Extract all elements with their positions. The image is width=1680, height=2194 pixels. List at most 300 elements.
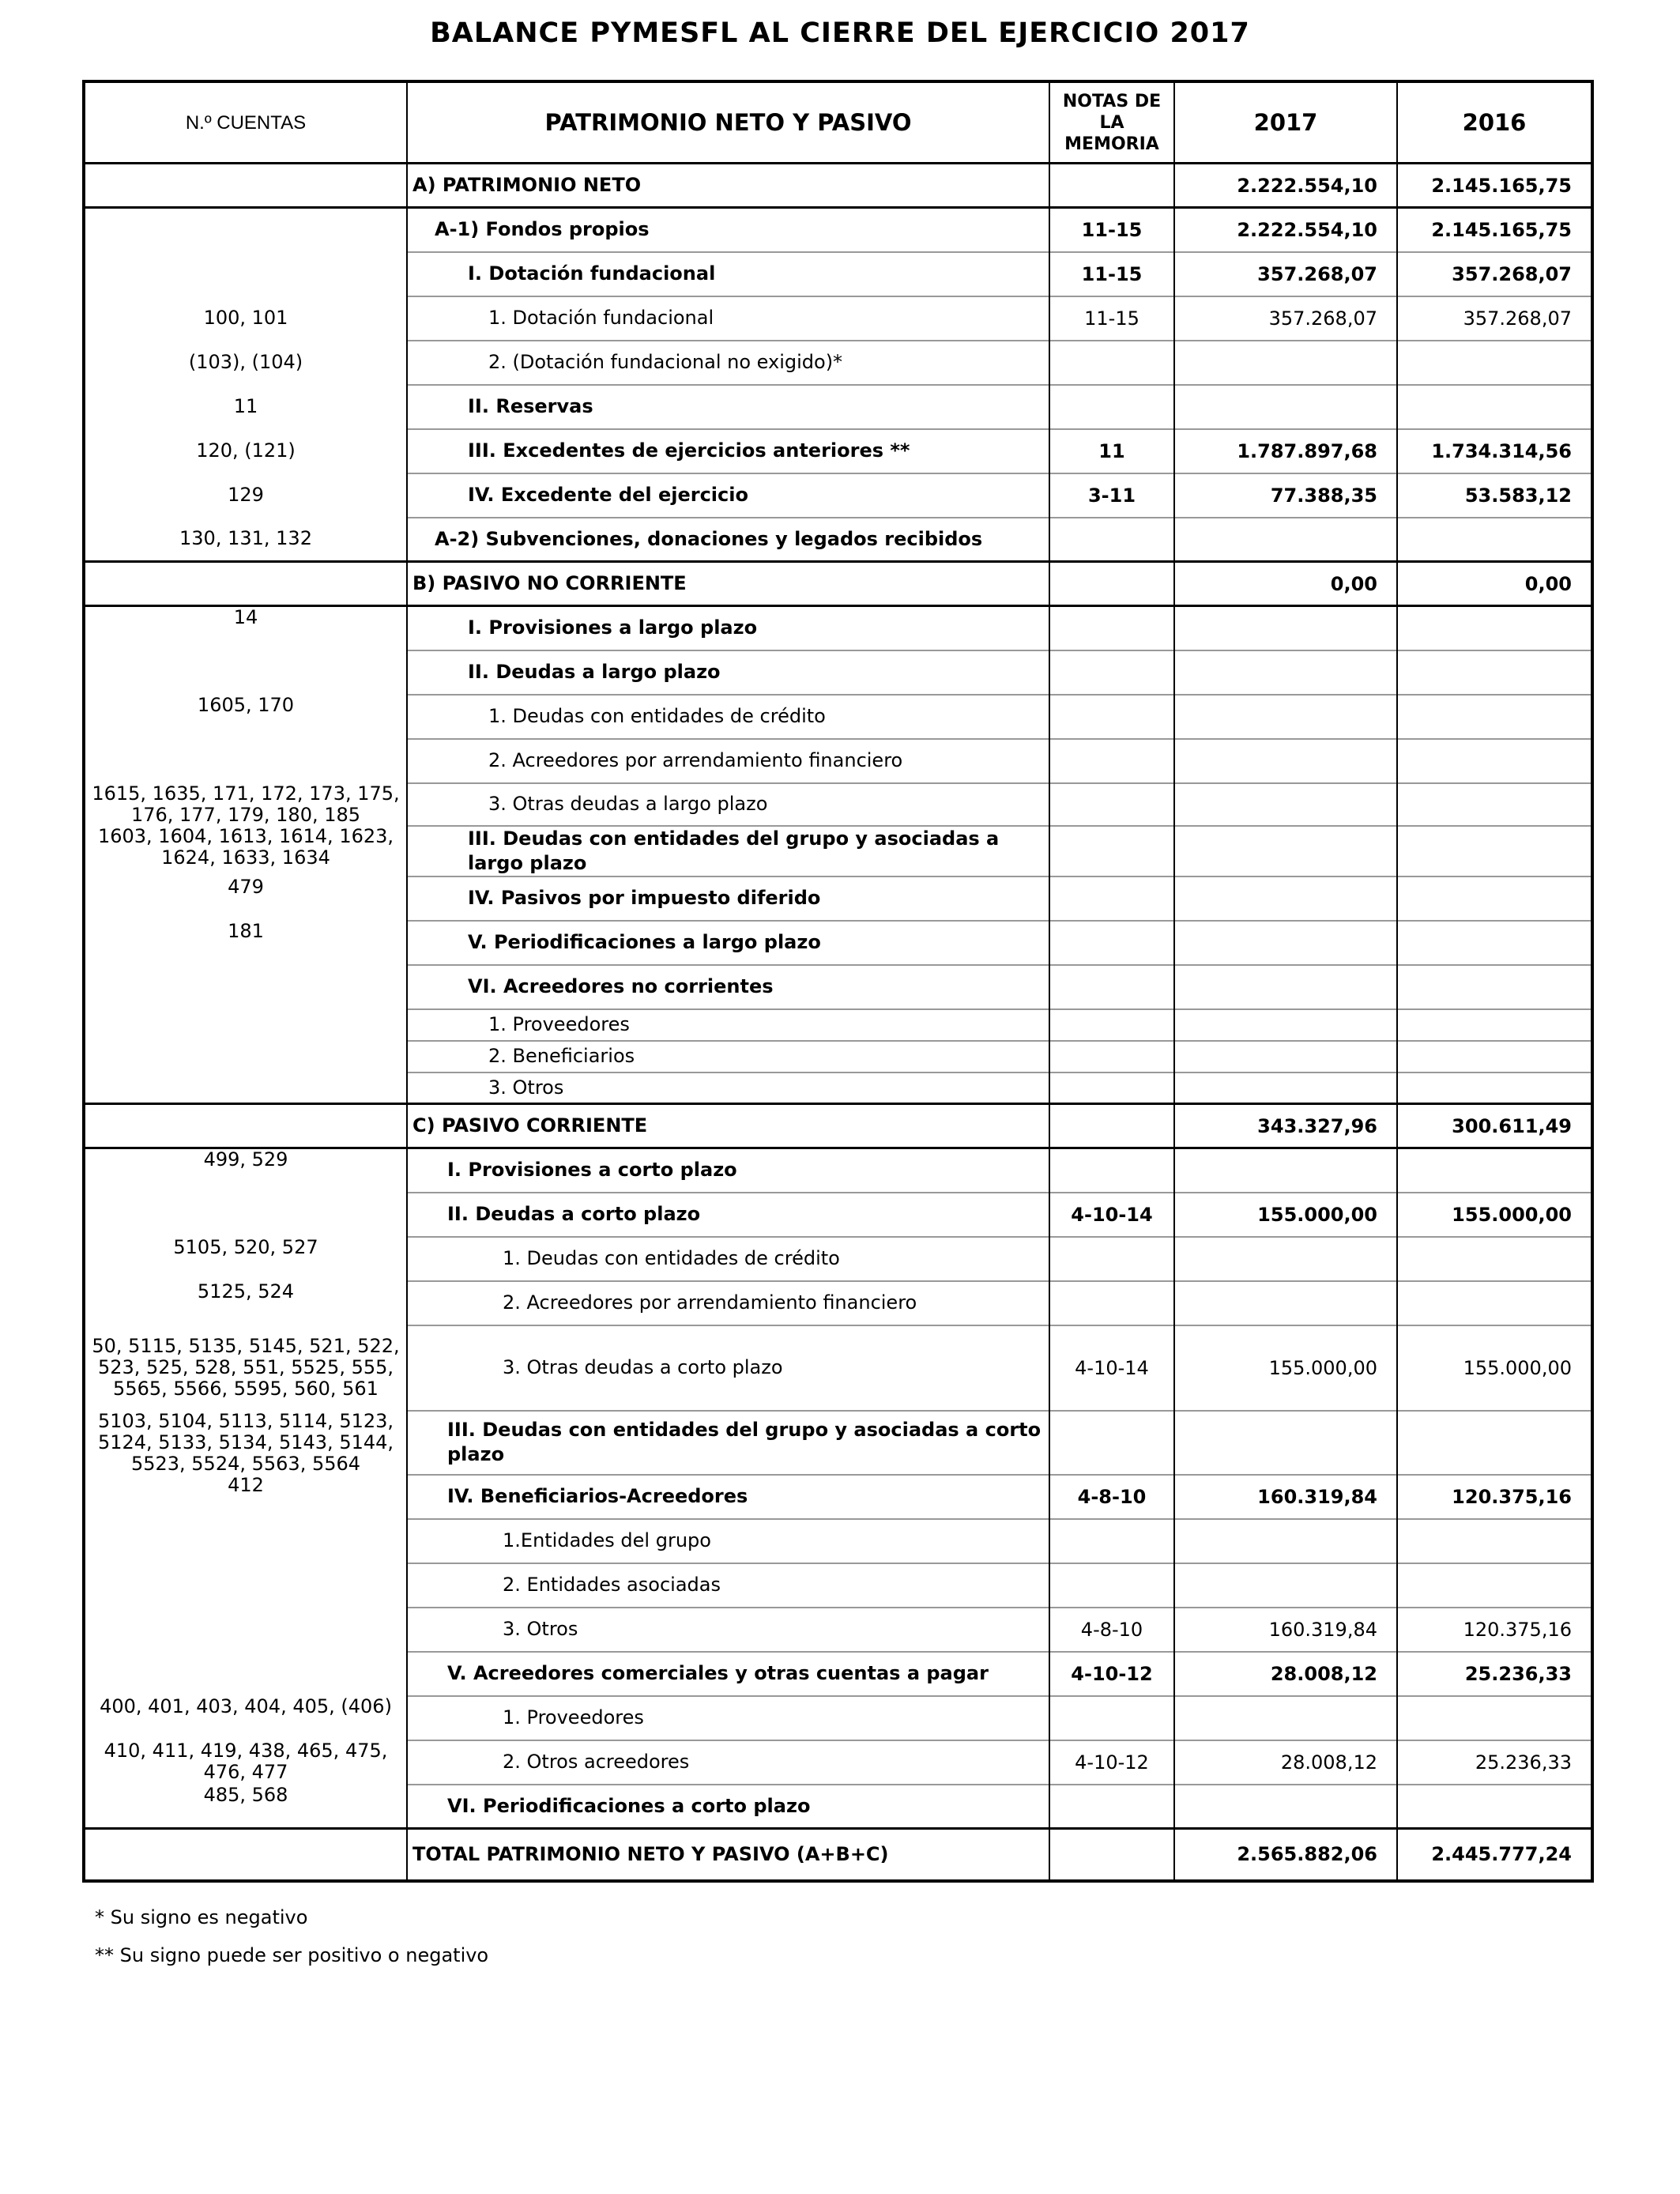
cuentas-cell [84, 1740, 407, 1785]
concept-cell [407, 606, 1049, 650]
notas-cell [1049, 1519, 1174, 1563]
table-row [84, 1193, 1592, 1237]
value-2017-cell [1174, 208, 1397, 252]
row-label: 2. Entidades asociadas [503, 1574, 721, 1596]
concept-cell [407, 1237, 1049, 1281]
cuentas-cell [84, 1608, 407, 1652]
concept-cell [407, 826, 1049, 876]
cuentas-cell [84, 876, 407, 921]
row-label: IV. Beneficiarios-Acreedores [447, 1485, 748, 1507]
table-row [84, 1563, 1592, 1608]
cuentas-cell [84, 965, 407, 1009]
notas-cell [1049, 1281, 1174, 1325]
header-year-2016: 2016 [1397, 81, 1592, 164]
row-label: 2. Acreedores por arrendamiento financiero [488, 749, 903, 771]
cuentas-cell [84, 252, 407, 296]
notas-cell [1049, 385, 1174, 429]
row-label: 2. Beneficiarios [488, 1045, 635, 1067]
amount: 357.268,07 [1268, 307, 1377, 330]
concept-cell [407, 562, 1049, 606]
table-row [84, 518, 1592, 562]
account-numbers: 412 [228, 1473, 264, 1496]
concept-cell [407, 921, 1049, 965]
table-row [84, 562, 1592, 606]
notas-cell [1049, 1608, 1174, 1652]
balance-sheet [82, 80, 1594, 1883]
table-row [84, 1072, 1592, 1104]
row-label: I. Provisiones a largo plazo [468, 616, 758, 639]
cuentas-cell [84, 518, 407, 562]
concept-cell [407, 1785, 1049, 1829]
value-2017-cell [1174, 296, 1397, 341]
account-numbers: 485, 568 [203, 1783, 288, 1806]
amount: 1.787.897,68 [1237, 439, 1377, 462]
notes-ref: 4-8-10 [1077, 1485, 1147, 1508]
cuentas-cell [84, 1072, 407, 1104]
value-2016-cell [1397, 783, 1592, 826]
account-numbers: 1605, 170 [197, 693, 295, 716]
amount: 2.222.554,10 [1237, 174, 1377, 197]
table-row [84, 473, 1592, 518]
value-2017-cell [1174, 252, 1397, 296]
value-2017-cell [1174, 606, 1397, 650]
row-label: A-2) Subvenciones, donaciones y legados recibidos [435, 527, 983, 550]
table-row [84, 1696, 1592, 1740]
notas-cell [1049, 1696, 1174, 1740]
amount: 357.268,07 [1463, 307, 1572, 330]
concept-cell [407, 1281, 1049, 1325]
notas-cell [1049, 1740, 1174, 1785]
notas-cell [1049, 783, 1174, 826]
value-2017-cell [1174, 1237, 1397, 1281]
amount: 160.319,84 [1268, 1618, 1377, 1641]
cuentas-cell [84, 921, 407, 965]
value-2017-cell [1174, 783, 1397, 826]
cuentas-cell [84, 1104, 407, 1148]
table-row [84, 965, 1592, 1009]
amount: 343.327,96 [1257, 1114, 1377, 1137]
balance-table [82, 80, 1594, 1883]
notas-cell [1049, 1009, 1174, 1041]
table-row [84, 208, 1592, 252]
concept-cell [407, 1608, 1049, 1652]
row-label: VI. Periodificaciones a corto plazo [447, 1794, 811, 1817]
table-row [84, 1104, 1592, 1148]
value-2017-cell [1174, 429, 1397, 473]
footnote-negative: * Su signo es negativo [95, 1906, 308, 1928]
cuentas-cell [84, 695, 407, 739]
cuentas-cell [84, 650, 407, 695]
amount: 2.565.882,06 [1237, 1843, 1377, 1866]
value-2017-cell [1174, 341, 1397, 385]
row-label: 1. Deudas con entidades de crédito [503, 1247, 840, 1269]
value-2017-cell [1174, 826, 1397, 876]
value-2017-cell [1174, 965, 1397, 1009]
notes-ref: 11 [1098, 439, 1125, 462]
cuentas-cell [84, 1696, 407, 1740]
row-label: A-1) Fondos propios [435, 218, 650, 241]
value-2016-cell [1397, 1148, 1592, 1193]
concept-cell [407, 783, 1049, 826]
value-2017-cell [1174, 1475, 1397, 1519]
header-cuentas: N.º CUENTAS [84, 81, 407, 164]
value-2017-cell [1174, 876, 1397, 921]
table-row [84, 826, 1592, 876]
concept-cell [407, 739, 1049, 783]
notas-cell [1049, 1829, 1174, 1881]
value-2017-cell [1174, 164, 1397, 208]
concept-cell [407, 252, 1049, 296]
table-header-row [84, 81, 1592, 164]
amount: 0,00 [1330, 572, 1377, 595]
value-2016-cell [1397, 1009, 1592, 1041]
row-label: III. Excedentes de ejercicios anteriores ** [468, 439, 910, 462]
value-2016-cell [1397, 385, 1592, 429]
row-label: 3. Otras deudas a corto plazo [503, 1356, 783, 1378]
cuentas-cell [84, 164, 407, 208]
table-row [84, 1519, 1592, 1563]
account-numbers: 130, 131, 132 [179, 527, 312, 550]
amount: 300.611,49 [1452, 1114, 1572, 1137]
value-2016-cell [1397, 921, 1592, 965]
concept-cell [407, 650, 1049, 695]
cuentas-cell [84, 1009, 407, 1041]
amount: 155.000,00 [1452, 1203, 1572, 1226]
value-2017-cell [1174, 385, 1397, 429]
row-label: V. Periodificaciones a largo plazo [468, 931, 821, 953]
concept-cell [407, 1325, 1049, 1411]
notas-cell [1049, 296, 1174, 341]
amount: 2.145.165,75 [1431, 218, 1572, 241]
amount: 53.583,12 [1464, 484, 1572, 507]
value-2017-cell [1174, 739, 1397, 783]
row-label: 3. Otros [488, 1076, 564, 1099]
value-2016-cell [1397, 606, 1592, 650]
cuentas-cell [84, 826, 407, 876]
value-2017-cell [1174, 1696, 1397, 1740]
amount: 1.734.314,56 [1431, 439, 1572, 462]
value-2016-cell [1397, 1193, 1592, 1237]
concept-cell [407, 1148, 1049, 1193]
table-row [84, 429, 1592, 473]
notes-ref: 11-15 [1081, 262, 1143, 285]
table-row [84, 739, 1592, 783]
value-2016-cell [1397, 1519, 1592, 1563]
concept-cell [407, 1829, 1049, 1881]
amount: 2.145.165,75 [1431, 174, 1572, 197]
concept-cell [407, 1104, 1049, 1148]
row-label: VI. Acreedores no corrientes [468, 975, 774, 997]
concept-cell [407, 1475, 1049, 1519]
value-2016-cell [1397, 1325, 1592, 1411]
value-2017-cell [1174, 1148, 1397, 1193]
notes-ref: 11-15 [1081, 218, 1143, 241]
row-label: 2. Otros acreedores [503, 1751, 690, 1773]
cuentas-cell [84, 296, 407, 341]
table-row [84, 252, 1592, 296]
row-label: 3. Otras deudas a largo plazo [488, 793, 768, 815]
value-2017-cell [1174, 1652, 1397, 1696]
value-2016-cell [1397, 1696, 1592, 1740]
notas-cell [1049, 473, 1174, 518]
concept-cell [407, 876, 1049, 921]
row-label: 3. Otros [503, 1618, 578, 1640]
amount: 0,00 [1524, 572, 1572, 595]
notas-cell [1049, 562, 1174, 606]
value-2016-cell [1397, 826, 1592, 876]
row-label: 2. (Dotación fundacional no exigido)* [488, 351, 843, 373]
concept-cell [407, 1041, 1049, 1072]
account-numbers: 100, 101 [203, 307, 288, 329]
value-2017-cell [1174, 650, 1397, 695]
amount: 2.222.554,10 [1237, 218, 1377, 241]
cuentas-cell [84, 1237, 407, 1281]
account-numbers: (103), (104) [188, 351, 303, 373]
concept-cell [407, 1009, 1049, 1041]
value-2016-cell [1397, 1740, 1592, 1785]
value-2017-cell [1174, 1072, 1397, 1104]
table-row [84, 1009, 1592, 1041]
value-2016-cell [1397, 1237, 1592, 1281]
table-row [84, 1281, 1592, 1325]
table-row [84, 876, 1592, 921]
value-2017-cell [1174, 1041, 1397, 1072]
value-2017-cell [1174, 1411, 1397, 1475]
cuentas-cell [84, 1148, 407, 1193]
value-2016-cell [1397, 1475, 1592, 1519]
table-body [84, 164, 1592, 1881]
notes-ref: 3-11 [1087, 484, 1136, 507]
value-2016-cell [1397, 1829, 1592, 1881]
table-row [84, 385, 1592, 429]
value-2017-cell [1174, 562, 1397, 606]
account-numbers: 14 [233, 606, 258, 628]
value-2017-cell [1174, 921, 1397, 965]
concept-cell [407, 695, 1049, 739]
table-row [84, 1785, 1592, 1829]
row-label: 1. Proveedores [488, 1013, 630, 1035]
notes-ref: 4-10-12 [1075, 1751, 1149, 1774]
table-row [84, 1829, 1592, 1881]
value-2016-cell [1397, 518, 1592, 562]
cuentas-cell [84, 429, 407, 473]
table-row [84, 1325, 1592, 1411]
notes-ref: 4-10-14 [1075, 1356, 1149, 1379]
cuentas-cell [84, 341, 407, 385]
notas-cell [1049, 1563, 1174, 1608]
value-2016-cell [1397, 1563, 1592, 1608]
concept-cell [407, 1652, 1049, 1696]
account-numbers: 50, 5115, 5135, 5145, 521, 522, 523, 525, 528, 551, 5525, 555, 5565, 5566, 5595, 560, 561 [92, 1335, 400, 1400]
notas-cell [1049, 1148, 1174, 1193]
account-numbers: 400, 401, 403, 404, 405, (406) [100, 1695, 392, 1717]
concept-cell [407, 1563, 1049, 1608]
concept-cell [407, 1696, 1049, 1740]
account-numbers: 479 [228, 875, 264, 898]
value-2016-cell [1397, 1281, 1592, 1325]
account-numbers: 5105, 520, 527 [173, 1235, 318, 1258]
row-label: II. Deudas a corto plazo [447, 1203, 701, 1225]
notas-cell [1049, 429, 1174, 473]
table-row [84, 783, 1592, 826]
cuentas-cell [84, 562, 407, 606]
notes-ref: 4-10-12 [1071, 1662, 1153, 1685]
amount: 155.000,00 [1268, 1356, 1377, 1379]
row-label: B) PASIVO NO CORRIENTE [412, 572, 687, 594]
account-numbers: 499, 529 [203, 1148, 288, 1171]
amount: 155.000,00 [1463, 1356, 1572, 1379]
concept-cell [407, 341, 1049, 385]
cuentas-cell [84, 1193, 407, 1237]
value-2017-cell [1174, 1009, 1397, 1041]
value-2017-cell [1174, 1519, 1397, 1563]
value-2016-cell [1397, 1104, 1592, 1148]
account-numbers: 410, 411, 419, 438, 465, 475, 476, 477 [104, 1739, 388, 1783]
value-2017-cell [1174, 1829, 1397, 1881]
concept-cell [407, 1072, 1049, 1104]
amount: 155.000,00 [1257, 1203, 1377, 1226]
notas-cell [1049, 1652, 1174, 1696]
notas-cell [1049, 826, 1174, 876]
value-2016-cell [1397, 1608, 1592, 1652]
concept-cell [407, 1519, 1049, 1563]
account-numbers: 5125, 524 [197, 1280, 295, 1302]
row-label: A) PATRIMONIO NETO [412, 174, 642, 196]
value-2017-cell [1174, 1104, 1397, 1148]
notas-cell [1049, 252, 1174, 296]
concept-cell [407, 473, 1049, 518]
notas-cell [1049, 208, 1174, 252]
account-numbers: 11 [233, 395, 258, 417]
cuentas-cell [84, 1325, 407, 1411]
account-numbers: 1615, 1635, 171, 172, 173, 175, 176, 177, 179, 180, 185 [92, 782, 400, 826]
account-numbers: 181 [228, 919, 264, 942]
account-numbers: 120, (121) [196, 439, 296, 462]
notas-cell [1049, 1041, 1174, 1072]
value-2016-cell [1397, 1785, 1592, 1829]
table-row [84, 1411, 1592, 1475]
value-2016-cell [1397, 429, 1592, 473]
notas-cell [1049, 164, 1174, 208]
notas-cell [1049, 1072, 1174, 1104]
amount: 25.236,33 [1464, 1662, 1572, 1685]
cuentas-cell [84, 1411, 407, 1475]
notas-cell [1049, 1104, 1174, 1148]
cuentas-cell [84, 473, 407, 518]
concept-cell [407, 1740, 1049, 1785]
amount: 25.236,33 [1475, 1751, 1572, 1774]
value-2017-cell [1174, 695, 1397, 739]
table-row [84, 921, 1592, 965]
notas-cell [1049, 1237, 1174, 1281]
notas-cell [1049, 518, 1174, 562]
header-year-2017: 2017 [1174, 81, 1397, 164]
value-2016-cell [1397, 695, 1592, 739]
row-label: V. Acreedores comerciales y otras cuentas a pagar [447, 1662, 989, 1684]
notas-cell [1049, 1193, 1174, 1237]
value-2016-cell [1397, 1041, 1592, 1072]
amount: 357.268,07 [1257, 262, 1377, 285]
table-row [84, 695, 1592, 739]
amount: 357.268,07 [1452, 262, 1572, 285]
notas-cell [1049, 1785, 1174, 1829]
cuentas-cell [84, 1652, 407, 1696]
concept-cell [407, 1411, 1049, 1475]
cuentas-cell [84, 1785, 407, 1829]
value-2016-cell [1397, 164, 1592, 208]
amount: 2.445.777,24 [1431, 1843, 1572, 1866]
notas-cell [1049, 921, 1174, 965]
concept-cell [407, 518, 1049, 562]
header-notas: NOTAS DE LA MEMORIA [1049, 81, 1174, 164]
concept-cell [407, 385, 1049, 429]
value-2016-cell [1397, 1411, 1592, 1475]
row-label: I. Provisiones a corto plazo [447, 1159, 737, 1182]
value-2017-cell [1174, 1325, 1397, 1411]
cuentas-cell [84, 1475, 407, 1519]
notas-cell [1049, 650, 1174, 695]
notas-cell [1049, 876, 1174, 921]
table-row [84, 296, 1592, 341]
row-label: I. Dotación fundacional [468, 262, 716, 285]
amount: 120.375,16 [1452, 1485, 1572, 1508]
concept-cell [407, 429, 1049, 473]
amount: 28.008,12 [1270, 1662, 1377, 1685]
header-concepto: PATRIMONIO NETO Y PASIVO [407, 81, 1049, 164]
value-2017-cell [1174, 473, 1397, 518]
value-2016-cell [1397, 562, 1592, 606]
value-2016-cell [1397, 965, 1592, 1009]
notas-cell [1049, 1325, 1174, 1411]
cuentas-cell [84, 1041, 407, 1072]
table-row [84, 1148, 1592, 1193]
value-2016-cell [1397, 739, 1592, 783]
row-label: IV. Excedente del ejercicio [468, 484, 748, 506]
concept-cell [407, 965, 1049, 1009]
concept-cell [407, 164, 1049, 208]
cuentas-cell [84, 1519, 407, 1563]
notas-cell [1049, 695, 1174, 739]
table-row [84, 650, 1592, 695]
table-row [84, 1237, 1592, 1281]
row-label: II. Reservas [468, 395, 593, 417]
row-label: III. Deudas con entidades del grupo y asociadas a largo plazo [468, 827, 1000, 874]
row-label: 1. Proveedores [503, 1706, 644, 1728]
amount: 77.388,35 [1270, 484, 1377, 507]
value-2016-cell [1397, 473, 1592, 518]
notas-cell [1049, 1411, 1174, 1475]
value-2016-cell [1397, 650, 1592, 695]
row-label: IV. Pasivos por impuesto diferido [468, 887, 821, 909]
concept-cell [407, 208, 1049, 252]
value-2016-cell [1397, 252, 1592, 296]
table-row [84, 1608, 1592, 1652]
page-title: BALANCE PYMESFL AL CIERRE DEL EJERCICIO 2017 [430, 17, 1250, 49]
cuentas-cell [84, 208, 407, 252]
value-2017-cell [1174, 1608, 1397, 1652]
table-row [84, 1740, 1592, 1785]
notas-cell [1049, 1475, 1174, 1519]
value-2016-cell [1397, 1652, 1592, 1696]
cuentas-cell [84, 606, 407, 650]
cuentas-cell [84, 1563, 407, 1608]
cuentas-cell [84, 1281, 407, 1325]
table-row [84, 164, 1592, 208]
cuentas-cell [84, 739, 407, 783]
row-label: III. Deudas con entidades del grupo y asociadas a corto plazo [447, 1419, 1042, 1465]
notas-cell [1049, 965, 1174, 1009]
cuentas-cell [84, 1829, 407, 1881]
